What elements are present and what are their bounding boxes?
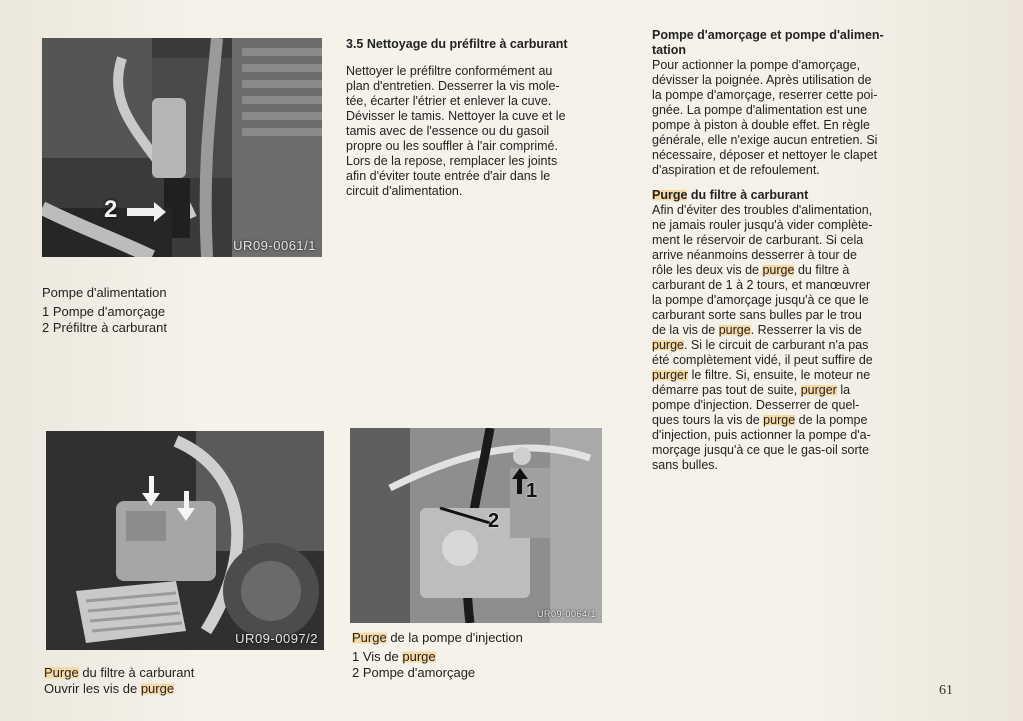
highlighted-word: purge <box>763 413 796 427</box>
caption-item-1: 1 Pompe d'amorçage <box>42 304 166 319</box>
text-run: de la vis de <box>652 323 719 337</box>
photo-fuel-pump-image <box>42 38 322 257</box>
body-line: Dévisser le tamis. Nettoyer la cuve et le <box>346 109 566 123</box>
body-line: Pour actionner la pompe d'amorçage, <box>652 58 861 72</box>
highlighted-word: Purge <box>652 188 688 202</box>
highlighted-word: Purge <box>44 665 79 680</box>
photo-marker-2: 2 <box>104 196 118 223</box>
body-line: carburant sorte sans bulles par le trou <box>652 308 862 322</box>
caption-item-text: 1 Vis de <box>352 649 403 664</box>
caption-item-1 <box>352 649 612 665</box>
section-heading: 3.5 Nettoyage du préfiltre à carburant <box>346 37 568 51</box>
photo-fuel-filter-purge <box>46 431 324 650</box>
photo-marker-1: 1 <box>526 480 538 502</box>
text-run: . Resserrer la vis de <box>750 323 862 337</box>
highlighted-word: Purge <box>352 630 387 645</box>
highlighted-word: purger <box>652 368 689 382</box>
heading-rest: du filtre à carburant <box>687 188 809 202</box>
caption-line <box>44 681 334 697</box>
body-line <box>652 263 942 278</box>
body-line: pompe à piston à double effet. En règle <box>652 118 870 132</box>
body-line: ne jamais rouler jusqu'à vider complète- <box>652 218 873 232</box>
caption-title-rest: du filtre à carburant <box>78 665 195 680</box>
caption-title <box>44 665 334 681</box>
body-line: plan d'entretien. Desserrer la vis mole- <box>346 79 560 93</box>
highlighted-word: purge <box>762 263 795 277</box>
body-line: Nettoyer le préfiltre conformément au <box>346 64 553 78</box>
caption-title <box>352 630 612 646</box>
highlighted-word: purge <box>718 323 751 337</box>
body-line: ment le réservoir de carburant. Si cela <box>652 233 864 247</box>
section-priming-pump <box>652 28 942 473</box>
highlighted-word: purge <box>140 681 175 696</box>
caption-title-rest: de la pompe d'injection <box>386 630 523 645</box>
text-run: ques tours la vis de <box>652 413 764 427</box>
text-run: démarre pas tout de suite, <box>652 383 801 397</box>
photo-injection-pump-purge-image <box>350 428 602 623</box>
section-heading: tation <box>652 43 687 57</box>
body-line <box>652 368 942 383</box>
body-line: la pompe d'amorçage jusqu'à ce que le <box>652 293 869 307</box>
body-line: tée, écarter l'étrier et enlever la cuve. <box>346 94 552 108</box>
body-line: sans bulles. <box>652 458 719 472</box>
body-line: morçage jusqu'à ce que le gas-oil sorte <box>652 443 870 457</box>
body-line <box>652 338 942 353</box>
body-line: d'aspiration et de refoulement. <box>652 163 820 177</box>
body-line: tamis avec de l'essence ou du gasoil <box>346 124 550 138</box>
caption-item-2: 2 Pompe d'amorçage <box>352 665 476 680</box>
section-heading-purge <box>652 188 942 203</box>
caption-line-text: Ouvrir les vis de <box>44 681 141 696</box>
body-line: nécessaire, déposer et nettoyer le clapet <box>652 148 878 162</box>
body-line: gnée. La pompe d'alimentation est une <box>652 103 868 117</box>
body-line: dévisser la poignée. Après utilisation de <box>652 73 872 87</box>
section-heading: Pompe d'amorçage et pompe d'alimen- <box>652 28 884 42</box>
body-line <box>652 413 942 428</box>
body-line <box>652 383 942 398</box>
photo-injection-pump-purge <box>350 428 602 623</box>
photo-code-label: UR09-0064/1 <box>536 609 596 619</box>
text-run: . Si le circuit de carburant n'a pas <box>683 338 869 352</box>
highlighted-word: purge <box>402 649 436 664</box>
body-line: d'injection, puis actionner la pompe d'a- <box>652 428 871 442</box>
caption-fuel-filter-purge <box>44 665 334 697</box>
photo-code-label: UR09-0061/1 <box>233 238 316 253</box>
text-run: du filtre à <box>794 263 850 277</box>
text-run: rôle les deux vis de <box>652 263 763 277</box>
photo-fuel-pump <box>42 38 322 257</box>
body-line: afin d'éviter toute entrée d'air dans le <box>346 169 551 183</box>
section-prefilter-cleaning <box>346 37 626 199</box>
caption-injection-pump-purge <box>352 630 612 681</box>
photo-marker-2: 2 <box>488 510 500 532</box>
text-run: le filtre. Si, ensuite, le moteur ne <box>688 368 871 382</box>
body-line: propre ou les souffler à l'air comprimé. <box>346 139 558 153</box>
body-line: Afin d'éviter des troubles d'alimentation, <box>652 203 873 217</box>
text-run: de la pompe <box>795 413 868 427</box>
photo-code-label: UR09-0097/2 <box>235 631 318 646</box>
body-line: la pompe d'amorçage, reserrer cette poi- <box>652 88 878 102</box>
photo-fuel-filter-purge-image <box>46 431 324 650</box>
page-number: 61 <box>939 683 953 698</box>
text-run: la <box>836 383 851 397</box>
body-line: Lors de la repose, remplacer les joints <box>346 154 558 168</box>
highlighted-word: purger <box>800 383 837 397</box>
body-line: générale, elle n'exige aucun entretien. Si <box>652 133 878 147</box>
body-line: circuit d'alimentation. <box>346 184 463 198</box>
caption-item-2: 2 Préfiltre à carburant <box>42 320 168 335</box>
body-line: carburant de 1 à 2 tours, et manœuvrer <box>652 278 871 292</box>
highlighted-word: purge <box>652 338 684 352</box>
body-line: pompe d'injection. Desserrer de quel- <box>652 398 860 412</box>
caption-fuel-pump <box>42 285 322 336</box>
caption-title: Pompe d'alimentation <box>42 285 167 300</box>
body-line: été complètement vidé, il peut suffire de <box>652 353 873 367</box>
body-line <box>652 323 942 338</box>
body-line: arrive néanmoins desserrer à tour de <box>652 248 857 262</box>
